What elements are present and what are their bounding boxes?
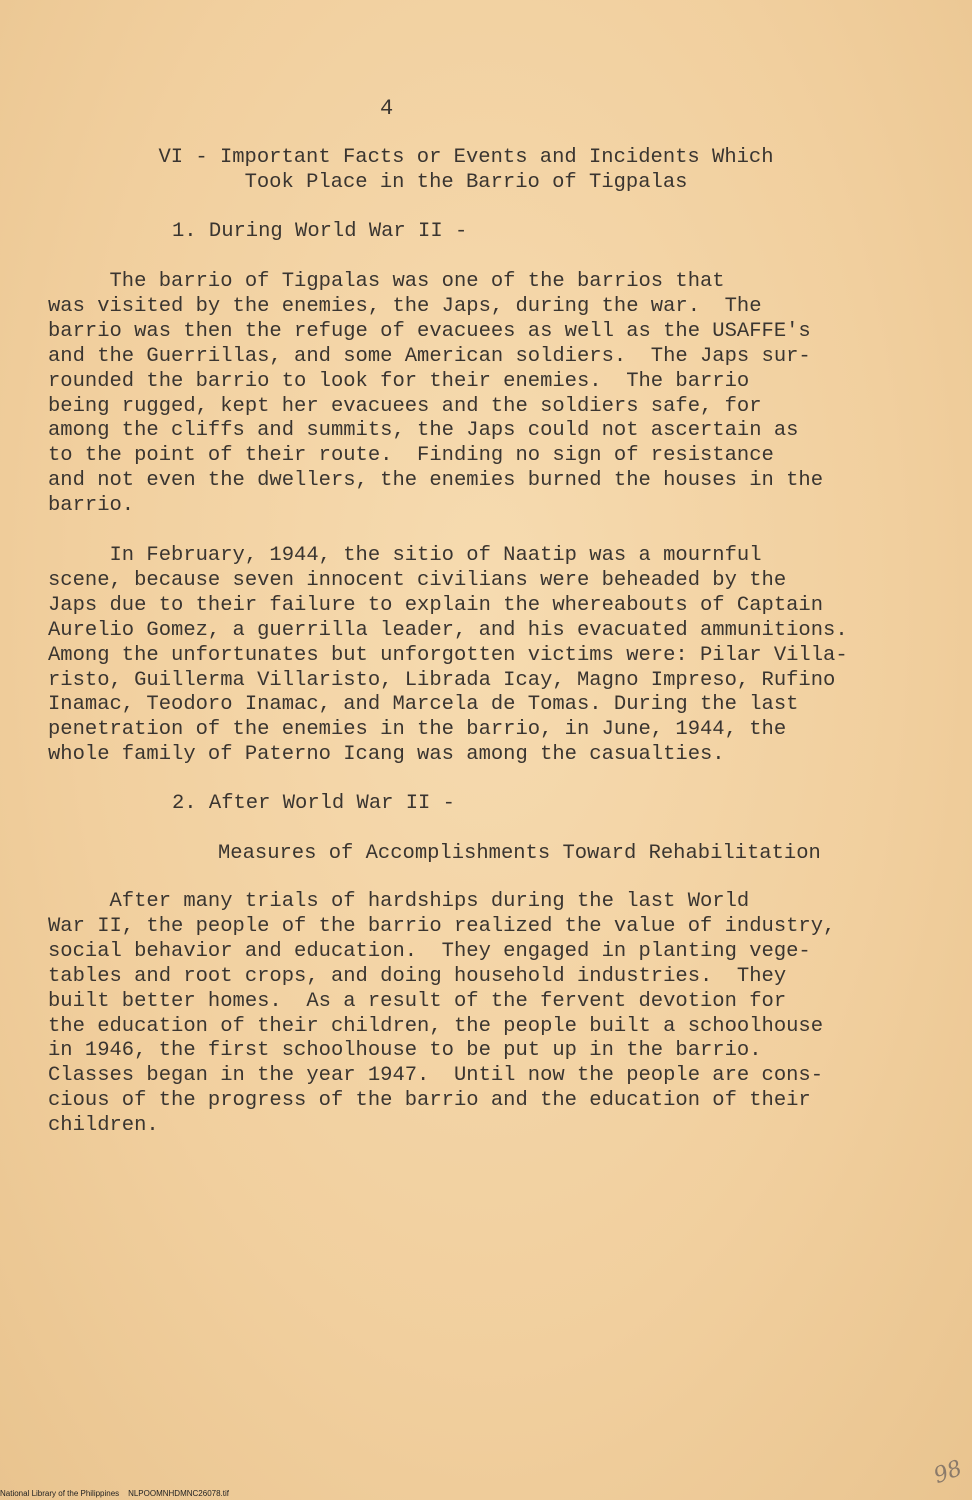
text-line: Aurelio Gomez, a guerrilla leader, and his evacuated ammunitions. bbox=[48, 618, 848, 642]
text-line: social behavior and education. They engaged in planting vege- bbox=[48, 939, 811, 963]
text-line: children. bbox=[48, 1114, 159, 1138]
text-line: to the point of their route. Finding no sign of resistance bbox=[48, 444, 774, 468]
section2-subheading: Measures of Accomplishments Toward Rehabilitation bbox=[218, 842, 821, 865]
text-line: In February, 1944, the sitio of Naatip was a mournful bbox=[48, 544, 762, 567]
footer-filename: NLPOOMNHDMNC26078.tif bbox=[128, 1489, 229, 1498]
footer-library: National Library of the Philippines bbox=[0, 1489, 120, 1498]
title-line: VI - Important Facts or Events and Incidents Which bbox=[158, 146, 774, 169]
section-title bbox=[140, 145, 792, 195]
text-line: was visited by the enemies, the Japs, during the war. The bbox=[48, 294, 762, 318]
page-number: 4 bbox=[380, 96, 394, 121]
text-line: barrio. bbox=[48, 494, 135, 518]
text-line: Inamac, Teodoro Inamac, and Marcela de Tomas. During the last bbox=[48, 693, 799, 717]
text-line: tables and root crops, and doing household industries. They bbox=[48, 964, 787, 988]
text-line: War II, the people of the barrio realized the value of industry, bbox=[48, 914, 836, 938]
text-line: cious of the progress of the barrio and the education of their bbox=[48, 1089, 811, 1113]
text-line: Japs due to their failure to explain the whereabouts of Captain bbox=[48, 593, 824, 617]
text-line: built better homes. As a result of the fervent devotion for bbox=[48, 989, 787, 1013]
text-line: Among the unfortunates but unforgotten victims were: Pilar Villa- bbox=[48, 643, 848, 667]
section2-paragraph-1 bbox=[48, 890, 835, 1139]
text-line: penetration of the enemies in the barrio, in June, 1944, the bbox=[48, 718, 787, 742]
text-line: The barrio of Tigpalas was one of the barrios that bbox=[48, 270, 725, 293]
text-line: rounded the barrio to look for their enemies. The barrio bbox=[48, 369, 750, 393]
text-line: the education of their children, the people built a schoolhouse bbox=[48, 1014, 824, 1038]
section1-paragraph-1 bbox=[48, 270, 823, 519]
text-line: and not even the dwellers, the enemies burned the houses in the bbox=[48, 469, 824, 493]
text-line: scene, because seven innocent civilians were beheaded by the bbox=[48, 568, 787, 592]
text-line: barrio was then the refuge of evacuees as well as the USAFFE's bbox=[48, 319, 811, 343]
section2-heading: 2. After World War II - bbox=[172, 792, 455, 815]
handwritten-folio-number: 98 bbox=[930, 1455, 966, 1490]
text-line: among the cliffs and summits, the Japs could not ascertain as bbox=[48, 419, 799, 443]
section1-paragraph-2 bbox=[48, 544, 848, 768]
title-line: Took Place in the Barrio of Tigpalas bbox=[244, 171, 688, 194]
text-line: After many trials of hardships during the last World bbox=[48, 890, 750, 913]
text-line: and the Guerrillas, and some American soldiers. The Japs sur- bbox=[48, 344, 811, 368]
text-line: in 1946, the first schoolhouse to be put up in the barrio. bbox=[48, 1039, 762, 1063]
section1-heading: 1. During World War II - bbox=[172, 220, 468, 243]
text-line: being rugged, kept her evacuees and the soldiers safe, for bbox=[48, 394, 762, 418]
text-line: whole family of Paterno Icang was among the casualties. bbox=[48, 743, 725, 767]
footer-caption bbox=[0, 1489, 229, 1498]
text-line: Classes began in the year 1947. Until now the people are cons- bbox=[48, 1064, 824, 1088]
text-line: risto, Guillerma Villaristo, Librada Icay, Magno Impreso, Rufino bbox=[48, 668, 836, 692]
